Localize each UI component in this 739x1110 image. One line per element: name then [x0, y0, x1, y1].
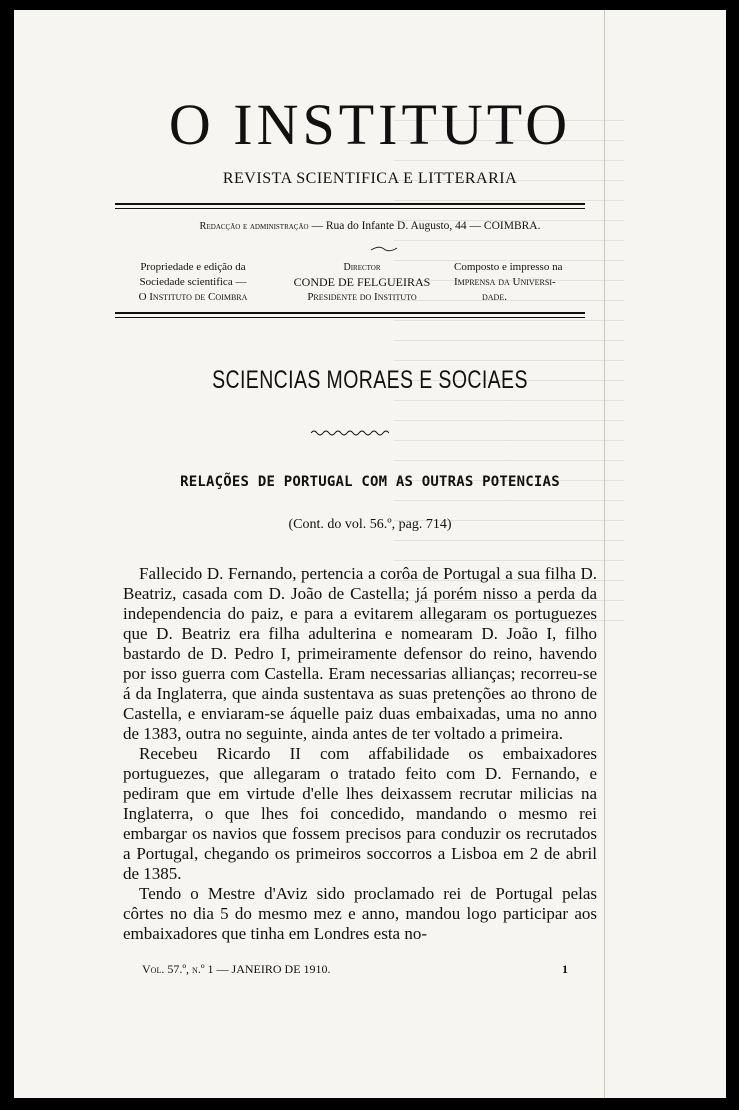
article-paragraph: Recebeu Ricardo II com affabilidade os embaixadores portuguezes, que allegaram o tratado feito com D. Fernando, e pediram que em virtude d'elle lhes deixassem recrutar milicias na Inglaterra, o que lhes foi concedido, mandando o mesmo rei embargar os navios que fossem precisos para conduzir os recrutados a Portugal, chegando os primeiros soccorros a Lisboa em 2 de abril de 1385.	[123, 744, 597, 883]
printer-line: dade.	[482, 291, 507, 303]
wave-ornament	[311, 429, 389, 437]
masthead-subtitle: REVISTA SCIENTIFICA E LITTERARIA	[222, 170, 518, 187]
article-body	[123, 564, 597, 944]
section-title: SCIENCIAS MORAES E SOCIAES	[212, 366, 528, 394]
masthead-title: O INSTITUTO	[168, 92, 572, 157]
header-rule	[115, 203, 585, 205]
info-rule	[115, 312, 585, 314]
flourish-ornament	[369, 244, 399, 254]
publisher-column	[112, 260, 274, 305]
page-footer	[142, 962, 568, 977]
publisher-line: Propriedade e edição da	[140, 261, 246, 273]
director-label: Director	[343, 262, 381, 273]
continuation-note: (Cont. do vol. 56.º, pag. 714)	[288, 517, 452, 532]
printer-line: Imprensa da Universi-	[454, 276, 556, 288]
printer-column	[454, 260, 604, 305]
director-title: Presidente do Instituto	[307, 291, 417, 303]
publisher-line: Sociedade scientifica —	[139, 276, 247, 288]
publisher-line: O Instituto de Coimbra	[138, 291, 248, 303]
journal-page	[14, 10, 726, 1098]
admin-address: — Rua do Infante D. Augusto, 44 — COIMBRA.	[311, 220, 541, 232]
article-title: RELAÇÕES DE PORTUGAL COM AS OUTRAS POTENCIAS	[180, 474, 560, 490]
page-number: 1	[562, 962, 568, 976]
director-name: CONDE DE FELGUEIRAS	[293, 275, 431, 289]
issue-line: Vol. 57.º, n.º 1 — JANEIRO DE 1910.	[142, 962, 331, 976]
admin-label: Redacção e administração	[199, 221, 309, 232]
director-column	[272, 260, 452, 305]
printer-line: Composto e impresso na	[454, 261, 563, 273]
administration-line	[14, 220, 726, 232]
article-paragraph: Tendo o Mestre d'Aviz sido proclamado rei de Portugal pelas côrtes no dia 5 do mesmo mez e anno, mandou logo participar aos embaixadores que tinha em Londres esta no-	[123, 884, 597, 943]
header-rule	[115, 208, 585, 209]
info-rule	[115, 317, 585, 318]
article-paragraph: Fallecido D. Fernando, pertencia a corôa de Portugal a sua filha D. Beatriz, casada com D. João de Castella; já porém nisso a perda da independencia do paiz, e para a evitarem allegaram os portuguezes que D. Beatriz era filha adulterina e nomearam D. João I, filho bastardo de D. Pedro I, primeiramente defensor do reino, havendo por isso guerra com Castella. Eram necessarias allianças; recorreu-se á da Inglaterra, que ainda sustentava as suas pretenções ao throno de Castella, e enviaram-se áquelle paiz duas embaixadas, uma no anno de 1383, outra no seguinte, ainda antes de ter voltado a primeira.	[123, 564, 597, 743]
